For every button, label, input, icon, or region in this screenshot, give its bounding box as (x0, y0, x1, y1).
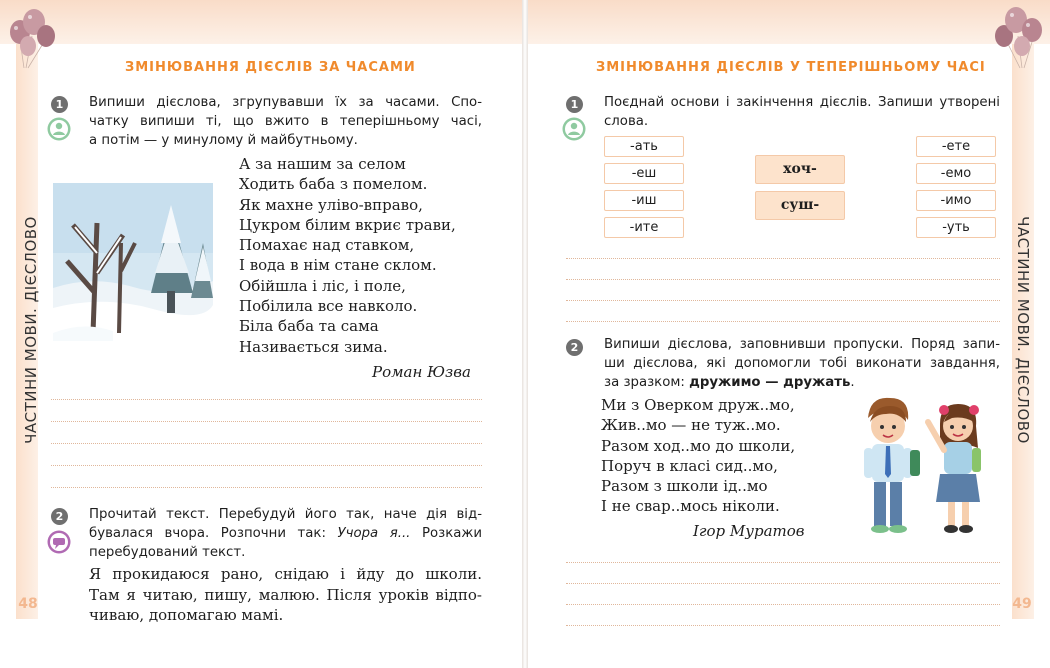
writing-line (51, 487, 482, 488)
verb-stem-box: суш- (755, 191, 845, 220)
writing-line (566, 258, 1000, 259)
right-poem: Ми з Оверком друж..мо, Жив..мо — не туж..мо. Разом ход..мо до школи, Поруч в класі сид..мо, Разом з школи ід..мо І не свар..мось ніколи. (601, 396, 796, 516)
writing-line (566, 300, 1000, 301)
right-task2-instruction: Випиши дієслова, заповнивши пропуски. Поряд запи- ши дієслова, які допомогли тобі виконати завдання, за зразком: дружимо — дружать. (604, 337, 1000, 390)
book-gutter (522, 0, 528, 668)
writing-line (566, 625, 1000, 626)
left-page-header-band (0, 0, 522, 44)
task-number-badge: 1 (51, 96, 68, 113)
ending-chip: -емо (916, 163, 996, 184)
italic-start-phrase: Учора я... (337, 526, 411, 541)
ending-chip: -ите (604, 217, 684, 238)
left-task2-instruction: Прочитай текст. Перебудуй його так, наче дія від- бувалася вчора. Розпочни так: Учора я... Розкажи перебудований текст. (89, 507, 482, 560)
task-number-badge: 2 (51, 508, 68, 525)
writing-line (51, 421, 482, 422)
right-page-heading: ЗМІНЮВАННЯ ДІЄСЛІВ У ТЕПЕРІШНЬОМУ ЧАСІ (596, 60, 986, 75)
ending-chip: -ать (604, 136, 684, 157)
writing-line (51, 443, 482, 444)
pair-work-icon (562, 117, 586, 141)
writing-line (566, 604, 1000, 605)
right-page-number: 49 (1012, 596, 1032, 612)
left-page-number: 48 (18, 596, 38, 612)
boy-and-girl-illustration (856, 392, 996, 538)
writing-line (51, 465, 482, 466)
textbook-spread: ЧАСТИНИ МОВИ. ДІЄСЛОВО 48 ЗМІНЮВАННЯ ДІЄСЛІВ ЗА ЧАСАМИ 1 Випиши дієслова, згрупувавши їх за часами. Спо- чатку випиши ті, що вжито в теперішньому часі, а потім — у минулому й майбутньому. А за нашим за селом Ходить баба з помелом. Як махне уліво-вправо, Цукром білим вкриє трави, Помахає над ставком, І вода в нім стане склом. Обійшла і ліс, і поле, Побілила все навколо. Біла баба та сама Називається зима. Роман Юзва 2 Прочитай текст. Перебудуй його так, наче дія від- бувалася вчора. Розпочни так: Учора я... Розкажи перебудований текст. Я прокидаюся рано, снідаю і йду до школи. Там я читаю, пишу, малюю. Після уроків відпо- чиваю, допомагаю мамі. ЧАСТИНИ МОВИ. ДІЄСЛОВО 49 ЗМІНЮВАННЯ ДІЄСЛІВ У ТЕПЕРІШНЬОМУ ЧАСІ 1 Поєднай основи і закінчення дієслів. Запиши утворені слова. -ать -еш -иш -ите хоч- суш- -ете -емо -имо -уть 2 Випиши дієслова, заповнивши пропуски. Поряд запи- ши дієслова, які допомогли тобі виконати завдання, за зразком: дружимо — дружать. Ми з Оверком друж..мо, Жив..мо — не туж..мо. Разом ход..мо до школи, Поруч в класі сид..мо, Разом з школи ід..мо І не свар..мось ніколи. Ігор Муратов (0, 0, 1050, 668)
speech-retell-icon (47, 530, 71, 554)
writing-line (566, 279, 1000, 280)
writing-line (51, 399, 482, 400)
left-page-heading: ЗМІНЮВАННЯ ДІЄСЛІВ ЗА ЧАСАМИ (125, 60, 416, 75)
ending-chip: -ете (916, 136, 996, 157)
left-prose-text: Я прокидаюся рано, снідаю і йду до школи. Там я читаю, пишу, малюю. Після уроків відпо- чиваю, допомагаю мамі. (89, 565, 482, 624)
example-pair: дружимо — дружать (689, 375, 851, 390)
writing-line (566, 321, 1000, 322)
ending-chip: -уть (916, 217, 996, 238)
right-task1-instruction: Поєднай основи і закінчення дієслів. Запиши утворені слова. (604, 95, 1000, 129)
left-poem-author: Роман Юзва (372, 363, 471, 381)
winter-forest-illustration (53, 183, 213, 341)
left-poem: А за нашим за селом Ходить баба з помелом. Як махне уліво-вправо, Цукром білим вкриє трави, Помахає над ставком, І вода в нім стане склом. Обійшла і ліс, і поле, Побілила все навколо. Біла баба та сама Називається зима. (239, 155, 456, 356)
right-page-header-band (528, 0, 1050, 44)
verb-stem-box: хоч- (755, 155, 845, 184)
balloons-icon (2, 2, 62, 72)
right-poem-author: Ігор Муратов (693, 522, 805, 540)
ending-chip: -иш (604, 190, 684, 211)
ending-chip: -имо (916, 190, 996, 211)
balloons-icon (988, 2, 1048, 72)
task-number-badge: 1 (566, 96, 583, 113)
ending-chip: -еш (604, 163, 684, 184)
task-number-badge: 2 (566, 339, 583, 356)
left-task1-instruction: Випиши дієслова, згрупувавши їх за часами. Спо- чатку випиши ті, що вжито в теперішньому часі, а потім — у минулому й майбутньому. (89, 95, 482, 148)
writing-line (566, 583, 1000, 584)
writing-line (566, 562, 1000, 563)
pair-work-icon (47, 117, 71, 141)
